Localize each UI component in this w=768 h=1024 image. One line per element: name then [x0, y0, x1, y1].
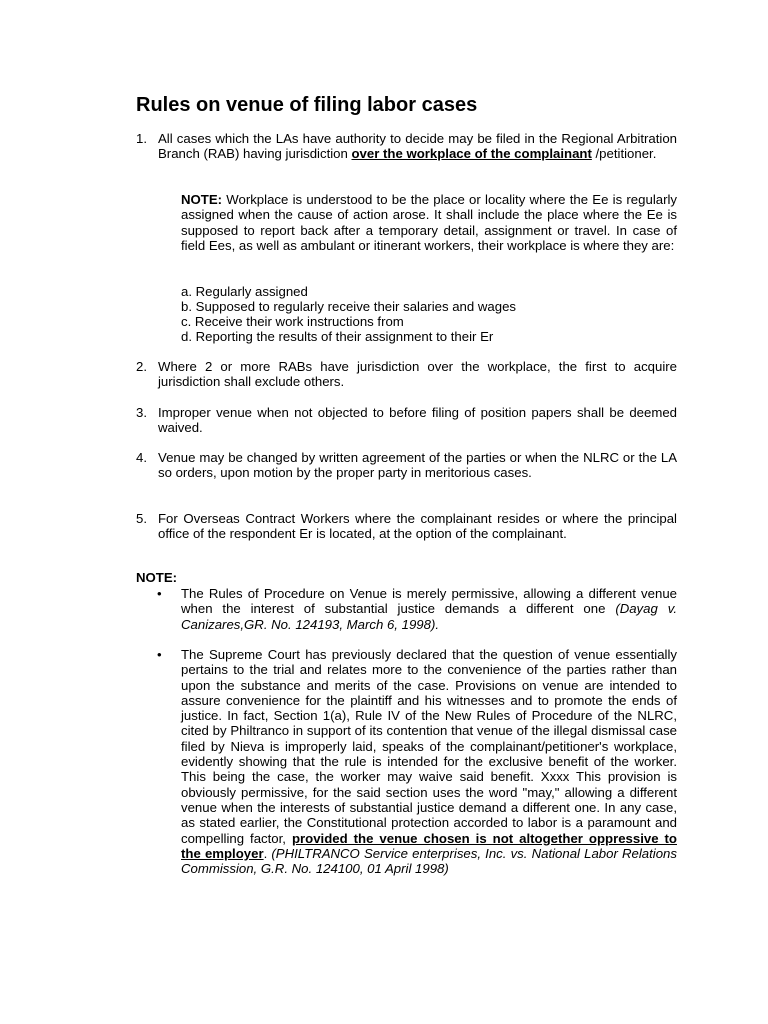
item-1-emphasis: over the workplace of the complainant: [351, 146, 592, 162]
item-number-2: 2.: [136, 359, 147, 374]
item-1-text-after: /petitioner.: [591, 146, 657, 162]
bullet-2: [181, 647, 677, 876]
item-number-1: 1.: [136, 131, 147, 146]
workplace-list-item-a: a. Regularly assigned: [181, 284, 308, 299]
bullet-1-marker: •: [157, 586, 162, 601]
note-heading: NOTE:: [136, 570, 178, 585]
workplace-note-label: NOTE:: [181, 192, 223, 207]
item-1: [158, 131, 677, 162]
bullet-2-marker: •: [157, 647, 162, 662]
bullet-2-text: The Supreme Court has previously declared that the question of venue essentially pertains to the trial and relates more to the convenience of the parties rather than upon the substance and merits of the case. Provisions on venue are intended to assure convenience for the plaintiff and his witnesses and to promote the ends of justice. In fact, Section 1(a), Rule IV of the New Rules of Procedure of the NLRC, cited by Philtranco in support of its contention that venue of the illegal dismissal case filed by Nieva is improperly laid, speaks of the complainant/petitioner's workplace, evidently showing that the rule is intended for the exclusive benefit of the worker. This being the case, the worker may waive said benefit. Xxxx This provision is obviously permissive, for the said section uses the word "may," allowing a different venue when the interests of substantial justice demand a different one. In any case, as stated earlier, the Constitutional protection accorded to labor is a paramount and compelling factor,: [181, 647, 677, 846]
bullet-2-emphasis: provided the venue chosen is not altogether oppressive to the employer: [181, 830, 677, 861]
item-3-text: Improper venue when not objected to before filing of position papers shall be deemed waived.: [158, 405, 677, 436]
workplace-list-item-b: b. Supposed to regularly receive their salaries and wages: [181, 299, 517, 314]
item-1-text: All cases which the LAs have authority to decide may be filed in the Regional Arbitration Branch (RAB) having jurisdiction: [158, 131, 677, 162]
workplace-note: [181, 192, 677, 253]
item-4-text: Venue may be changed by written agreement of the parties or when the NLRC or the LA so orders, upon motion by the proper party in meritorious cases.: [158, 450, 677, 481]
bullet-1-citation: (Dayag v. Canizares,GR. No. 124193, March 6, 1998).: [181, 601, 677, 632]
workplace-list-item-c: c. Receive their work instructions from: [181, 314, 404, 329]
workplace-list-item-d: d. Reporting the results of their assignment to their Er: [181, 329, 494, 344]
item-5-text: For Overseas Contract Workers where the complainant resides or where the principal office of the respondent Er is located, at the option of the complainant.: [158, 511, 677, 542]
item-2-text: Where 2 or more RABs have jurisdiction over the workplace, the first to acquire jurisdiction shall exclude others.: [158, 359, 677, 390]
bullet-1-text: The Rules of Procedure on Venue is merely permissive, allowing a different venue when the interest of substantial justice demands a different one: [181, 586, 677, 617]
document-title: Rules on venue of filing labor cases: [136, 94, 478, 116]
workplace-note-text: Workplace is understood to be the place or locality where the Ee is regularly assigned when the cause of action arose. It shall include the place where the Ee is supposed to report back after a temporary detail, assignment or travel. In case of field Ees, as well as ambulant or itinerant workers, their workplace is where they are:: [181, 192, 677, 253]
bullet-1: [181, 586, 677, 632]
item-number-4: 4.: [136, 450, 147, 465]
item-number-3: 3.: [136, 405, 147, 420]
bullet-2-period: .: [263, 845, 268, 861]
item-number-5: 5.: [136, 511, 147, 526]
bullet-2-citation: (PHILTRANCO Service enterprises, Inc. vs. National Labor Relations Commission, G.R. No. 124100, 01 April 1998): [181, 845, 677, 877]
